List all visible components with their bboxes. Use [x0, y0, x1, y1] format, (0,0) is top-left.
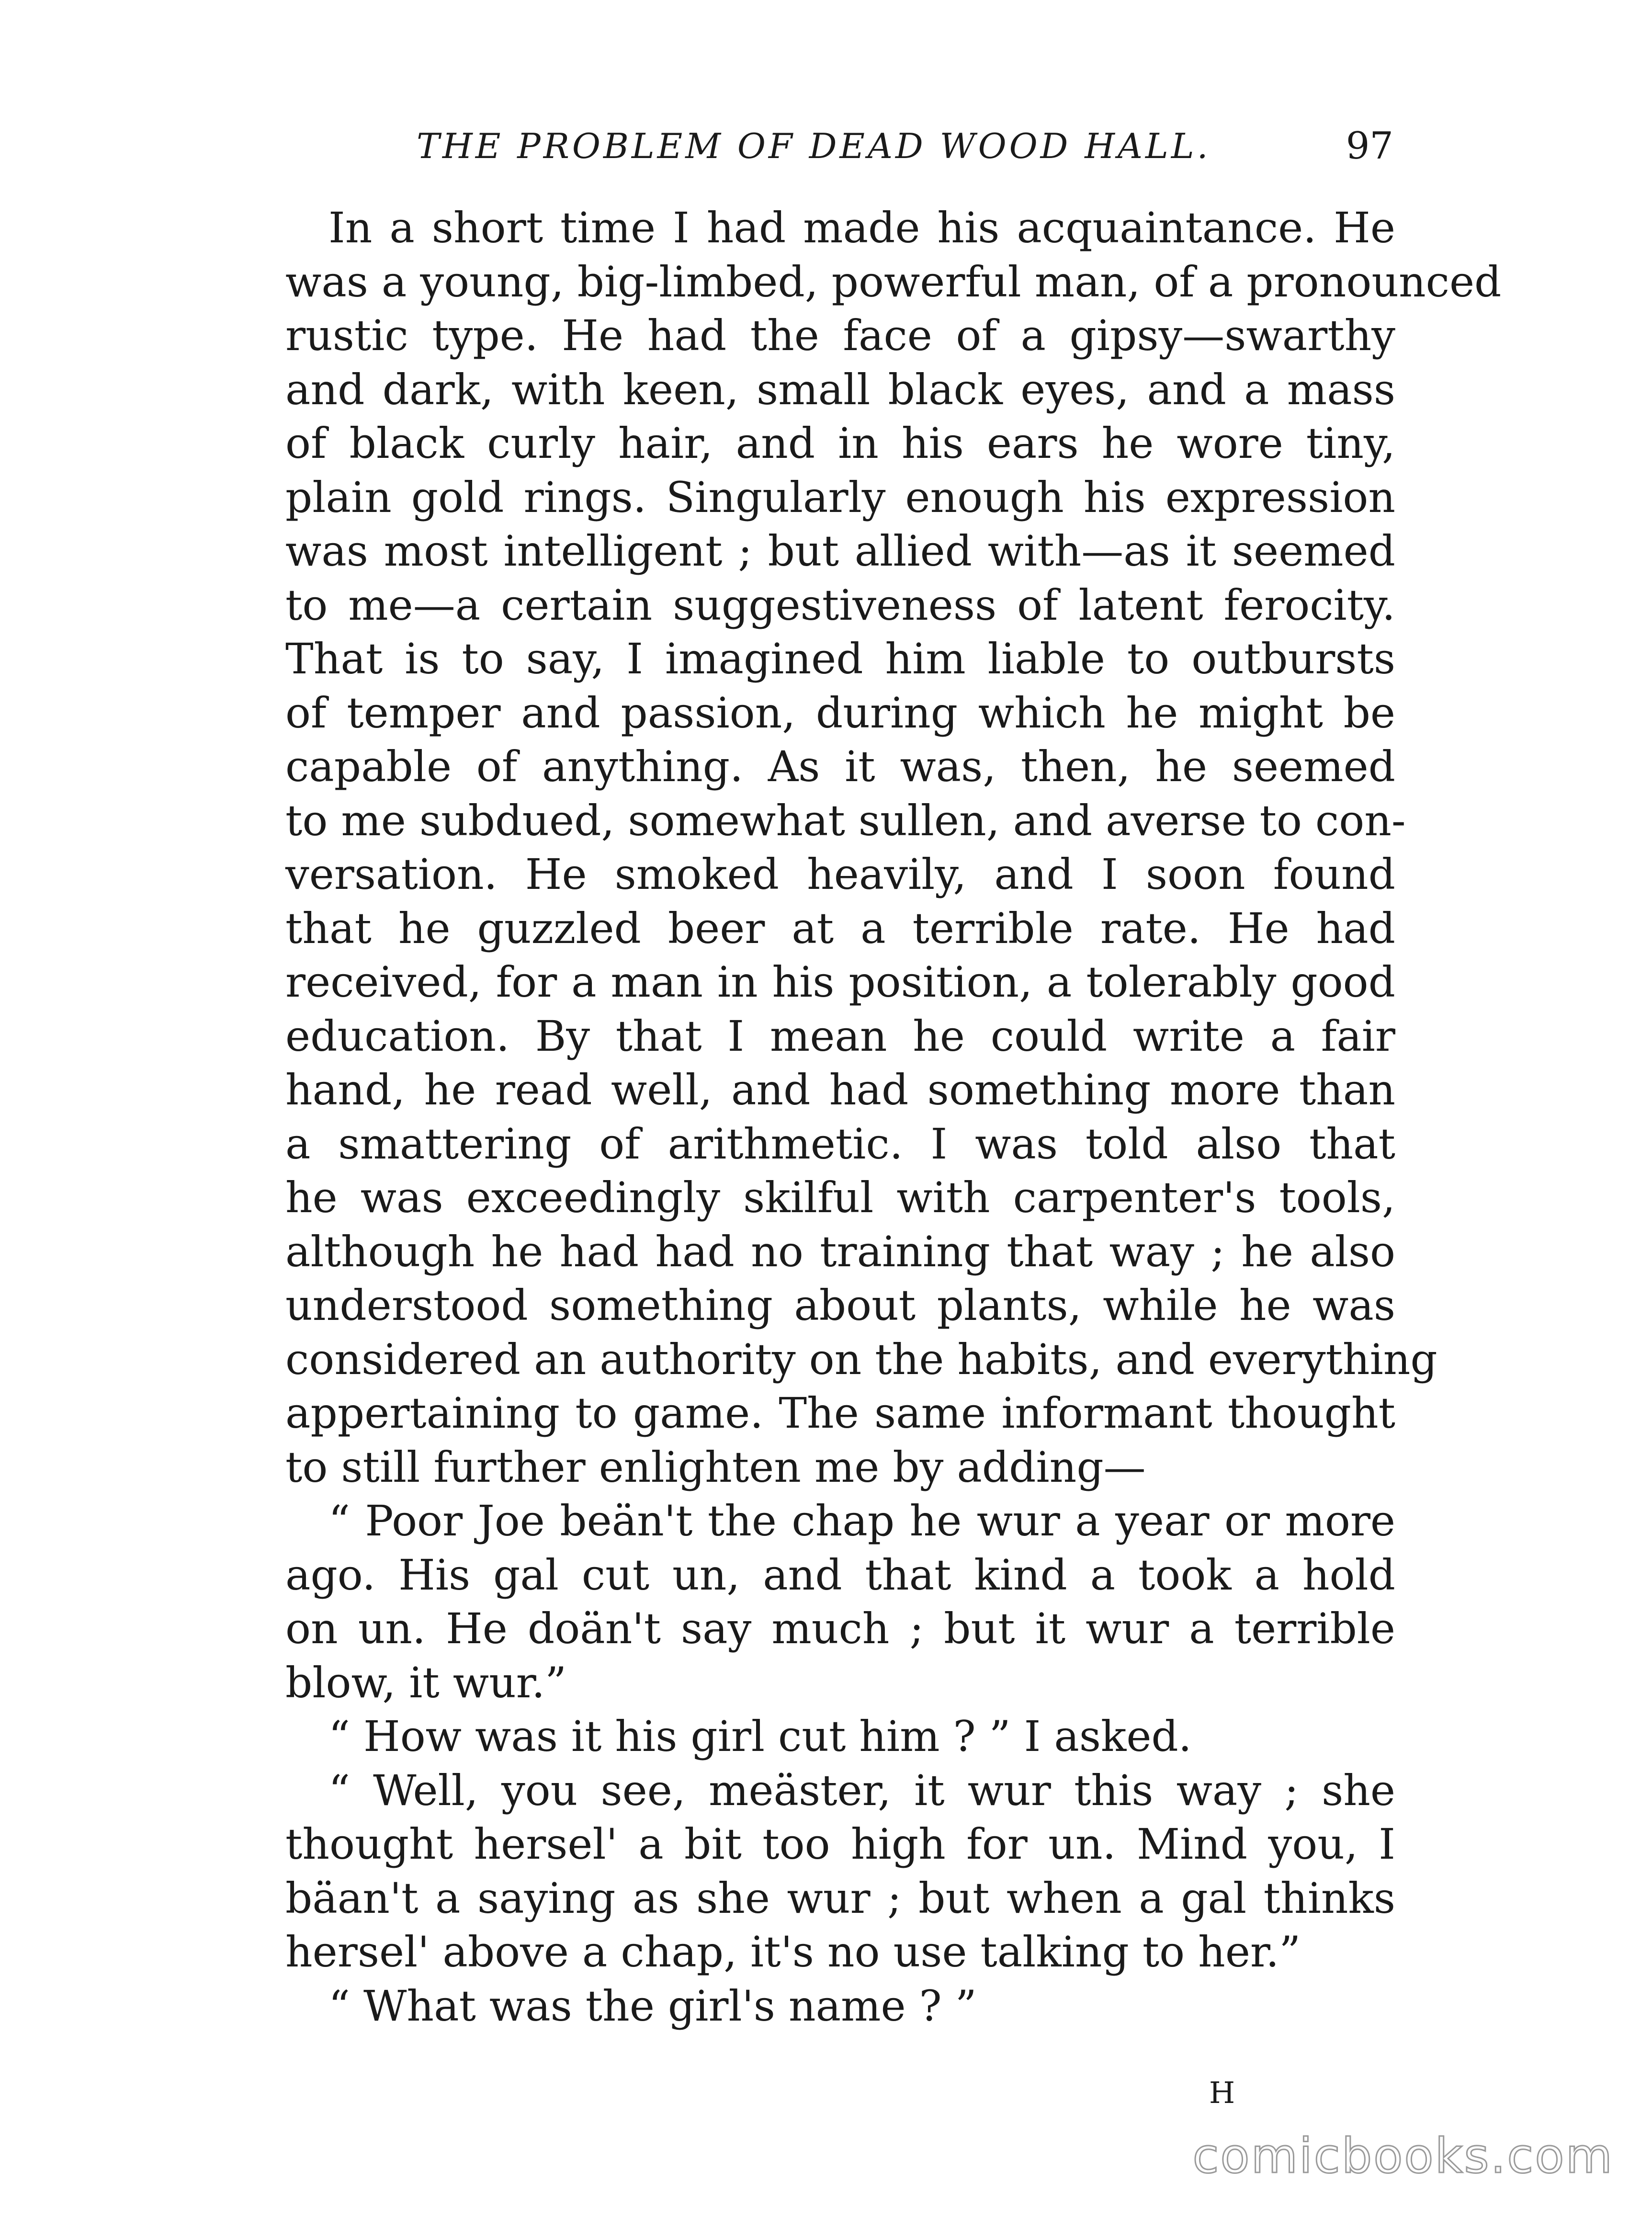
text-line: on un. He doän't say much ; but it wur a terrible — [285, 1604, 1395, 1653]
text-line: hersel' above a chap, it's no use talking to her.” — [285, 1927, 1301, 1977]
text-line: understood something about plants, while he was — [285, 1281, 1395, 1330]
text-line: and dark, with keen, small black eyes, and a mass — [285, 364, 1395, 414]
text-line: bäan't a saying as she wur ; but when a gal thinks — [285, 1873, 1395, 1923]
text-line: That is to say, I imagined him liable to outbursts — [285, 634, 1395, 683]
text-line: blow, it wur.” — [285, 1658, 567, 1707]
text-line: a smattering of arithmetic. I was told also that — [285, 1119, 1395, 1169]
text-line: education. By that I mean he could write a fair — [285, 1011, 1395, 1061]
text-line: “ Poor Joe beän't the chap he wur a year or more — [328, 1496, 1395, 1545]
text-line: versation. He smoked heavily, and I soon found — [285, 850, 1395, 899]
text-line: although he had had no training that way ; he also — [285, 1227, 1395, 1276]
text-line: hand, he read well, and had something more than — [285, 1065, 1395, 1114]
text-line: was most intelligent ; but allied with—as it seemed — [285, 526, 1395, 576]
text-line: capable of anything. As it was, then, he seemed — [285, 742, 1395, 791]
running-head — [287, 120, 1393, 172]
text-line: of black curly hair, and in his ears he wore tiny, — [285, 419, 1395, 468]
text-line: rustic type. He had the face of a gipsy—swarthy — [285, 311, 1395, 360]
running-title: THE PROBLEM OF DEAD WOOD HALL. — [417, 126, 1211, 166]
text-line: appertaining to game. The same informant thought — [285, 1388, 1395, 1438]
text-line: that he guzzled beer at a terrible rate. He had — [285, 903, 1395, 953]
page-number: 97 — [1346, 125, 1393, 168]
signature-mark: H — [1209, 2075, 1235, 2110]
watermark: comicbooks.com — [1192, 2128, 1614, 2184]
text-line: ago. His gal cut un, and that kind a took a hold — [285, 1550, 1395, 1600]
text-line: was a young, big-limbed, powerful man, of a pronounced — [285, 257, 1502, 307]
text-line: considered an authority on the habits, and everything — [285, 1334, 1437, 1384]
text-line: “ What was the girl's name ? ” — [328, 1981, 977, 2031]
text-line: “ Well, you see, meäster, it wur this way ; she — [328, 1765, 1395, 1815]
text-line: plain gold rings. Singularly enough his expression — [285, 472, 1395, 522]
text-line: to still further enlighten me by adding— — [285, 1442, 1146, 1492]
text-line: of temper and passion, during which he might be — [285, 688, 1395, 738]
text-line: received, for a man in his position, a tolerably good — [285, 957, 1395, 1007]
text-line: he was exceedingly skilful with carpenter's tools, — [285, 1173, 1395, 1222]
text-line: thought hersel' a bit too high for un. Mind you, I — [285, 1819, 1395, 1869]
text-line: to me subdued, somewhat sullen, and averse to con- — [285, 795, 1406, 845]
text-line: “ How was it his girl cut him ? ” I asked. — [328, 1712, 1192, 1761]
text-line: to me—a certain suggestiveness of latent ferocity. — [285, 580, 1395, 630]
body-text — [285, 201, 1502, 2033]
text-line: In a short time I had made his acquaintance. He — [328, 203, 1395, 252]
